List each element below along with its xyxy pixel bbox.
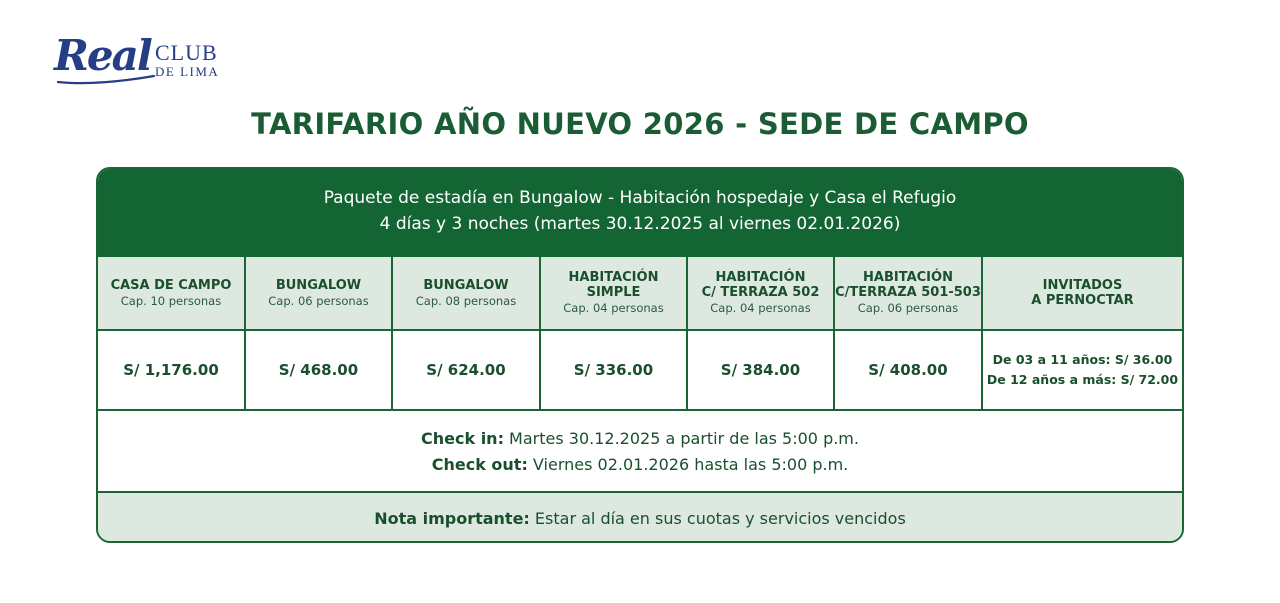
important-note	[98, 493, 1182, 543]
checkin-section	[98, 409, 1182, 493]
column-price: S/ 624.00	[426, 361, 506, 379]
column-header	[688, 257, 833, 331]
column-price: S/ 336.00	[573, 361, 654, 379]
accommodation-columns	[98, 257, 1182, 411]
column-title: BUNGALOW	[423, 277, 509, 293]
column-title: HABITACIÓN C/ TERRAZA 502	[701, 270, 820, 300]
column-title: HABITACIÓN SIMPLE	[568, 270, 659, 300]
checkout-line	[98, 452, 1182, 478]
checkout-label: Check out:	[431, 455, 528, 474]
column-capacity: Cap. 04 personas	[563, 301, 664, 315]
checkout-value: Viernes 02.01.2026 hasta las 5:00 p.m.	[527, 455, 849, 474]
column-price: S/ 468.00	[278, 361, 359, 379]
guest-price-children: De 03 a 11 años: S/ 36.00	[992, 352, 1173, 367]
column-title: INVITADOS A PERNOCTAR	[1031, 278, 1134, 308]
checkin-value: Martes 30.12.2025 a partir de las 5:00 p.m.	[503, 429, 859, 448]
column-price: S/ 1,176.00	[123, 361, 219, 379]
column-title: BUNGALOW	[275, 277, 362, 293]
logo-swoosh-icon	[56, 72, 156, 86]
logo-script-real: Real	[54, 31, 151, 80]
package-header	[98, 169, 1182, 257]
column-bungalow-08	[393, 257, 541, 411]
note-text: Estar al día en sus cuotas y servicios vencidos	[529, 508, 906, 528]
note-label: Nota importante:	[374, 508, 530, 528]
rates-table	[96, 167, 1184, 543]
column-habitacion-terraza-502	[688, 257, 835, 411]
column-header	[983, 257, 1182, 331]
column-price: S/ 384.00	[720, 361, 801, 379]
column-capacity: Cap. 04 personas	[710, 301, 811, 315]
column-header	[98, 257, 244, 331]
column-casa-de-campo	[98, 257, 246, 411]
club-logo	[54, 30, 244, 90]
checkin-label: Check in:	[421, 429, 504, 448]
package-dates: 4 días y 3 noches (martes 30.12.2025 al viernes 02.01.2026)	[379, 214, 901, 234]
column-bungalow-06	[246, 257, 393, 411]
column-title: CASA DE CAMPO	[110, 277, 232, 293]
column-title: HABITACIÓN C/TERRAZA 501-503	[835, 270, 981, 300]
logo-de-lima-text: DE LIMA	[155, 64, 220, 79]
column-header	[246, 257, 391, 331]
column-header	[541, 257, 686, 331]
column-habitacion-simple	[541, 257, 688, 411]
page-title: TARIFARIO AÑO NUEVO 2026 - SEDE DE CAMPO	[251, 107, 1029, 141]
column-capacity: Cap. 06 personas	[857, 301, 959, 315]
guest-prices	[983, 331, 1182, 409]
logo-club-text: CLUB	[155, 40, 218, 65]
column-capacity: Cap. 10 personas	[120, 293, 222, 308]
column-capacity: Cap. 06 personas	[268, 293, 369, 308]
guest-price-adults: De 12 años a más: S/ 72.00	[986, 372, 1179, 387]
column-invitados	[983, 257, 1182, 411]
column-header	[393, 257, 539, 331]
package-description: Paquete de estadía en Bungalow - Habitación hospedaje y Casa el Refugio	[323, 188, 957, 208]
checkin-line	[98, 411, 1182, 452]
column-price: S/ 408.00	[868, 361, 948, 379]
column-header	[835, 257, 981, 331]
column-habitacion-terraza-501-503	[835, 257, 983, 411]
column-capacity: Cap. 08 personas	[415, 293, 517, 308]
